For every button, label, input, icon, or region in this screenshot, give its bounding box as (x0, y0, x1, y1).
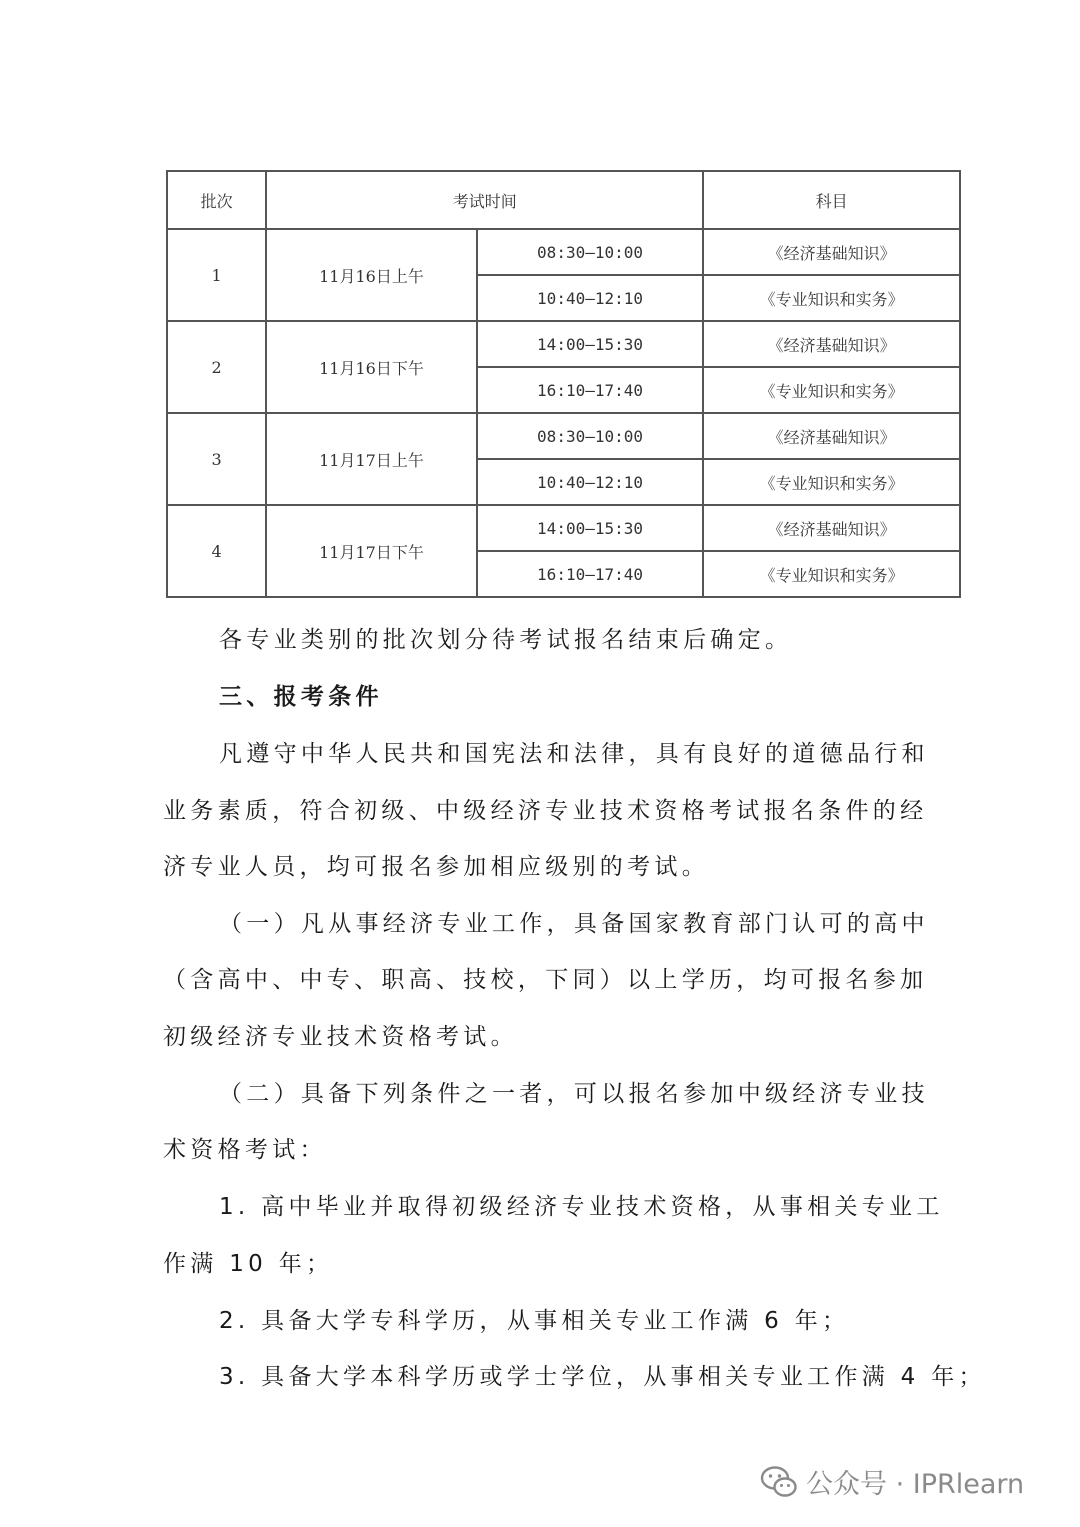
session-subject: 《经济基础知识》 (703, 321, 960, 367)
paragraph-line: 凡遵守中华人民共和国宪法和法律，具有良好的道德品行和 (219, 741, 929, 767)
paragraph-line: 1. 高中毕业并取得初级经济专业技术资格，从事相关专业工 (219, 1194, 944, 1220)
session-subject: 《专业知识和实务》 (703, 367, 960, 413)
paragraph-line: 济专业人员，均可报名参加相应级别的考试。 (163, 854, 709, 880)
session-time: 16:10—17:40 (477, 551, 704, 597)
wechat-icon (760, 1465, 798, 1499)
session-subject: 《专业知识和实务》 (703, 275, 960, 321)
header-batch: 批次 (167, 171, 266, 229)
table-row (167, 229, 960, 275)
batch-date: 11月17日下午 (266, 505, 477, 597)
watermark-text: 公众号 · IPRlearn (806, 1469, 1025, 1500)
batch-date: 11月16日上午 (266, 229, 477, 321)
section-heading: 三、报考条件 (219, 684, 383, 710)
table-header-row (167, 171, 960, 229)
session-time: 08:30—10:00 (477, 229, 704, 275)
session-subject: 《经济基础知识》 (703, 229, 960, 275)
session-time: 10:40—12:10 (477, 459, 704, 505)
paragraph-line: 2. 具备大学专科学历，从事相关专业工作满 6 年； (219, 1308, 850, 1334)
session-time: 08:30—10:00 (477, 413, 704, 459)
header-subject: 科目 (703, 171, 960, 229)
session-subject: 《经济基础知识》 (703, 505, 960, 551)
batch-date: 11月17日上午 (266, 413, 477, 505)
paragraph-line: （二）具备下列条件之一者，可以报名参加中级经济专业技 (219, 1081, 929, 1107)
header-exam-time: 考试时间 (266, 171, 703, 229)
session-time: 14:00—15:30 (477, 321, 704, 367)
exam-schedule-table (166, 170, 961, 598)
session-subject: 《经济基础知识》 (703, 413, 960, 459)
table-row (167, 413, 960, 459)
batch-number: 2 (167, 321, 266, 413)
batch-number: 4 (167, 505, 266, 597)
paragraph-line: 3. 具备大学本科学历或学士学位，从事相关专业工作满 4 年； (219, 1364, 986, 1390)
session-subject: 《专业知识和实务》 (703, 551, 960, 597)
paragraph-line: （一）凡从事经济专业工作，具备国家教育部门认可的高中 (219, 911, 929, 937)
watermark (760, 1462, 1024, 1501)
table-row (167, 505, 960, 551)
batch-number: 1 (167, 229, 266, 321)
session-time: 16:10—17:40 (477, 367, 704, 413)
batch-note: 各专业类别的批次划分待考试报名结束后确定。 (219, 627, 793, 653)
paragraph-line: 术资格考试： (163, 1137, 327, 1163)
batch-date: 11月16日下午 (266, 321, 477, 413)
paragraph-line: 作满 10 年； (163, 1251, 334, 1277)
session-subject: 《专业知识和实务》 (703, 459, 960, 505)
batch-number: 3 (167, 413, 266, 505)
paragraph-line: （含高中、中专、职高、技校，下同）以上学历，均可报名参加 (163, 967, 928, 993)
table-row (167, 321, 960, 367)
session-time: 10:40—12:10 (477, 275, 704, 321)
paragraph-line: 初级经济专业技术资格考试。 (163, 1024, 518, 1050)
session-time: 14:00—15:30 (477, 505, 704, 551)
paragraph-line: 业务素质，符合初级、中级经济专业技术资格考试报名条件的经 (163, 798, 928, 824)
